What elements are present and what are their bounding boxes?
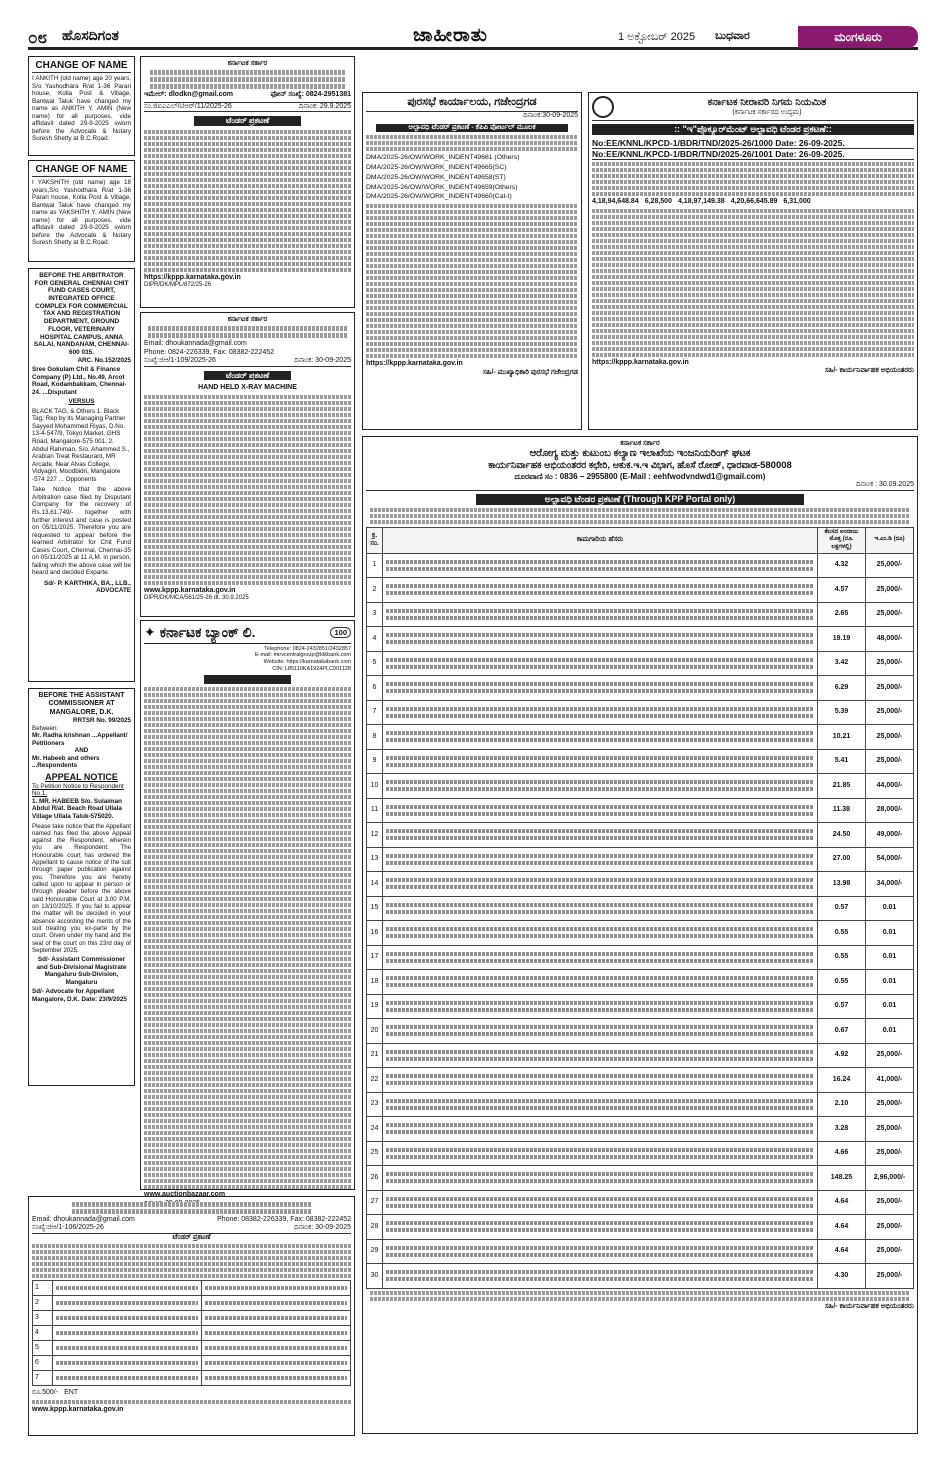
row-work-description — [383, 921, 818, 946]
row-emd: 0.01 — [866, 945, 914, 970]
knnl-tender-notice — [588, 92, 918, 430]
issue-day: ಬುಧವಾರ — [715, 30, 750, 42]
schedule-table — [32, 1280, 351, 1386]
row-estimate: 5.41 — [818, 749, 866, 774]
gov-title: ಕರ್ನಾಟಕ ಸರ್ಕಾರ — [227, 316, 268, 323]
row-serial: 13 — [367, 847, 383, 872]
row-estimate: 3.28 — [818, 1117, 866, 1142]
row-emd: 25,000/- — [866, 1043, 914, 1068]
tender-item: HAND HELD X-RAY MACHINE — [198, 384, 297, 392]
row-serial: 9 — [367, 749, 383, 774]
section-title: ಜಾಹೀರಾತು — [413, 25, 488, 46]
case-number: ARC. No.152/2025 — [77, 356, 131, 364]
row-estimate: 4.92 — [818, 1043, 866, 1068]
row-estimate: 19.19 — [818, 627, 866, 652]
portal-link[interactable]: www.kppp.karnataka.gov.in — [144, 586, 236, 594]
notice-heading: :: "ಇ"ಪ್ರೊಕ್ಯೂರ್‌ಮೆಂಟ್ ಅಲ್ಪಾವಧಿ ಟೆಂಡರ ಪ್ರಕಟಣೆ:: — [592, 124, 914, 135]
gov-title: ಕರ್ನಾಟಕ ಸರ್ಕಾರ — [620, 440, 660, 447]
dipr-code: DIPR/DK/MCA/561/25-26 dt. 30.9.2025 — [144, 594, 249, 601]
row-estimate: 4.32 — [818, 553, 866, 578]
row-work-description — [383, 1092, 818, 1117]
row-emd: 0.01 — [866, 994, 914, 1019]
appellant: Mr. Radha krishnan ...Appellant/ Petitioners — [32, 732, 128, 747]
tender-row — [367, 627, 914, 652]
tender-row — [367, 1068, 914, 1093]
tender-row — [367, 1239, 914, 1264]
row-serial: 8 — [367, 725, 383, 750]
signature: ಸಹಿ/- ಮುಖ್ಯಾಧಿಕಾರಿ ಪುರಸಭೆ ಗಜೇಂದ್ರಗಡ — [482, 368, 578, 376]
tender-row — [367, 921, 914, 946]
row-serial: 1 — [367, 553, 383, 578]
email: Email: dhoukannada@gmail.com — [144, 340, 247, 348]
schedule-row-number: 7 — [33, 1371, 53, 1386]
row-emd: 25,000/- — [866, 1141, 914, 1166]
health-tender-notice — [140, 312, 355, 617]
row-work-description — [383, 994, 818, 1019]
row-emd: 48,000/- — [866, 627, 914, 652]
row-serial: 4 — [367, 627, 383, 652]
row-work-description — [383, 676, 818, 701]
schedule-row-number: 1 — [33, 1281, 53, 1296]
portal-link[interactable]: https://kppp.karnataka.gov.in — [592, 358, 689, 366]
amount: 4,18,97,149.38 — [677, 198, 725, 206]
tender-item: ENT — [64, 1389, 79, 1397]
tender-row — [367, 1019, 914, 1044]
row-work-description — [383, 651, 818, 676]
row-work-description — [383, 945, 818, 970]
knnl-logo-icon — [592, 96, 614, 118]
tender-row — [367, 578, 914, 603]
date: ದಿನಾಂಕ: 30-09-2025 — [294, 357, 351, 365]
row-estimate: 5.39 — [818, 700, 866, 725]
municipal-tender-notice — [362, 92, 582, 430]
zp-tender-notice — [140, 56, 355, 308]
row-serial: 17 — [367, 945, 383, 970]
signature: Sd/- P. KARTHIKA, BA., LLB., ADVOCATE — [44, 579, 131, 595]
tender-row — [367, 1264, 914, 1289]
row-work-description — [383, 1141, 818, 1166]
row-estimate: 10.21 — [818, 725, 866, 750]
row-emd: 25,000/- — [866, 553, 914, 578]
row-work-description — [383, 1068, 818, 1093]
signature-advocate: Sd/- Advocate for Appellant Mangalore, D.K. Date: 23/9/2025 — [32, 988, 127, 1003]
amount: 4,20,66,645.89 — [730, 198, 778, 206]
notice-number-2: No:EE/KNNL/KPCD-1/BDR/TND/2025-26/1001 Date: 26-09-2025. — [592, 149, 914, 160]
reference: ಸಂಖ್ಯೆ:ಜಿಆ/1-109/2025-26 — [144, 357, 216, 365]
change-of-name-1 — [28, 56, 135, 156]
org-title: ಕರ್ನಾಟಕ ನೀರಾವರಿ ನಿಗಮ ನಿಯಮಿತ — [707, 96, 827, 108]
phone: Phone: 0824-226339, Fax: 08382-222452 — [144, 348, 274, 356]
dept-title: ಆರೋಗ್ಯ ಮತ್ತು ಕುಟುಂಬ ಕಲ್ಯಾಣ ಇಲಾಖೆಯ ಇಂಜನಿಯರಿಂಗ್ ಘಟಕ — [529, 448, 751, 460]
schedule-row-number: 4 — [33, 1326, 53, 1341]
row-estimate: 4.64 — [818, 1215, 866, 1240]
row-estimate: 0.57 — [818, 994, 866, 1019]
bank-logo-icon: ✦ — [144, 624, 156, 640]
schedule-row-number: 2 — [33, 1296, 53, 1311]
row-estimate: 16.24 — [818, 1068, 866, 1093]
tender-row — [367, 994, 914, 1019]
recipient-line: To Petition Notice to Respondent No.1. — [32, 782, 124, 798]
work-ref: DMA/2025-26/OW/WORK_INDENT49658(ST) — [366, 173, 506, 181]
row-work-description — [383, 578, 818, 603]
row-work-description — [383, 847, 818, 872]
row-work-description — [383, 1019, 818, 1044]
tender-row — [367, 725, 914, 750]
tender-row — [367, 1166, 914, 1191]
row-work-description — [383, 1166, 818, 1191]
row-serial: 12 — [367, 823, 383, 848]
row-emd: 25,000/- — [866, 749, 914, 774]
row-work-description — [383, 725, 818, 750]
col-estimate: ಕೆಲಸದ ಅಂದಾಜು ಮೊತ್ತ (ರೂ. ಲಕ್ಷಗಳಲ್ಲಿ) — [818, 527, 866, 553]
notice-heading-bar — [204, 675, 291, 684]
signature-commissioner: Sd/- Assistant Commissioner and Sub-Divisional Magistrate Mangaluru Sub-Division, Mangaluru — [36, 956, 127, 986]
health-engineering-tender — [362, 436, 918, 1434]
page-header — [28, 25, 918, 50]
bank-email: E-mail: mirvcentralgroup@ktkbank.com — [254, 652, 351, 659]
tender-row — [367, 945, 914, 970]
row-emd: 0.01 — [866, 970, 914, 995]
row-emd: 0.01 — [866, 921, 914, 946]
notice-title: BEFORE THE ASSISTANT COMMISSIONER AT MANGALORE, D.K. — [38, 692, 125, 716]
row-work-description — [383, 1043, 818, 1068]
row-estimate: 3.42 — [818, 651, 866, 676]
row-serial: 2 — [367, 578, 383, 603]
row-emd: 2,96,000/- — [866, 1166, 914, 1191]
row-work-description — [383, 774, 818, 799]
tender-row — [367, 749, 914, 774]
page-number: ೦೮ — [28, 28, 48, 47]
col-work-name: ಕಾಮಗಾರಿಯ ಹೆಸರು — [383, 527, 818, 553]
reference: ಸಂಖ್ಯೆ:ಜಿಆ/1-106/2025-26 — [32, 1224, 104, 1232]
row-estimate: 24.50 — [818, 823, 866, 848]
tender-row — [367, 651, 914, 676]
amount: 6,28,500 — [644, 198, 672, 206]
phone: ಫೋನ್ ಸಂಖ್ಯೆ: 0824-2951381 — [270, 91, 351, 99]
date: ದಿನಾಂಕ: 29.9.2025 — [298, 102, 351, 110]
row-estimate: 4.57 — [818, 578, 866, 603]
appeal-notice — [28, 688, 135, 1086]
opponents: BLACK TAG, & Others 1. Black Tag, Rep by its Managing Partner Sayyed Mohammed Riyas, D.No. 13-4-547/9, Tokyo Market, GHS Road, Mangalore-575 001. 2. Abdul Rahiman, S/o. Ahammed S., Arabian Treat Restaurant, MR Arcade, Near Alvas College, Vidyagiri, Moodbidri, Mangalore -574 227 ... Opponents — [32, 407, 130, 483]
row-estimate: 4.64 — [818, 1239, 866, 1264]
tender-row — [367, 823, 914, 848]
reference: ಸಂ.ಜಿಐಎಎಲ್/ಟಿಆರ್/11/2025-26 — [144, 102, 232, 110]
dipr-code: DIPR/DK/MPL/872/25-26 — [144, 282, 212, 289]
versus: VERSUS — [68, 398, 95, 406]
row-serial: 22 — [367, 1068, 383, 1093]
row-work-description — [383, 553, 818, 578]
row-estimate: 0.57 — [818, 896, 866, 921]
row-serial: 26 — [367, 1166, 383, 1191]
tender-row — [367, 1043, 914, 1068]
tender-row — [367, 1092, 914, 1117]
row-emd: 44,000/- — [866, 774, 914, 799]
row-work-description — [383, 798, 818, 823]
row-estimate: 148.25 — [818, 1166, 866, 1191]
health-tender-notice-2 — [28, 1196, 355, 1436]
portal-link[interactable]: www.kppp.karnataka.gov.in — [32, 1405, 124, 1413]
row-estimate: 2.10 — [818, 1092, 866, 1117]
row-emd: 25,000/- — [866, 1264, 914, 1289]
notice-title: CHANGE OF NAME — [32, 164, 131, 177]
row-estimate: 6.29 — [818, 676, 866, 701]
tender-row — [367, 1190, 914, 1215]
row-emd: 0.01 — [866, 896, 914, 921]
row-emd: 25,000/- — [866, 700, 914, 725]
row-work-description — [383, 1117, 818, 1142]
tender-row — [367, 847, 914, 872]
phone: Phone: 08382-226339, Fax: 08382-222452 — [217, 1216, 351, 1223]
row-emd: 25,000/- — [866, 651, 914, 676]
notice-title: CHANGE OF NAME — [32, 60, 131, 73]
portal-link[interactable]: https://kppp.karnataka.gov.in — [144, 273, 241, 281]
row-serial: 27 — [367, 1190, 383, 1215]
row-work-description — [383, 970, 818, 995]
row-work-description — [383, 1190, 818, 1215]
row-estimate: 0.55 — [818, 945, 866, 970]
row-serial: 15 — [367, 896, 383, 921]
change-of-name-2 — [28, 160, 135, 262]
notice-title: BEFORE THE ARBITRATOR FOR GENERAL CHENNAI CHIT FUND CASES COURT, INTEGRATED OFFICE COMPLEX FOR COMMERCIAL TAX AND REGISTRATION DEPARTMENT, GROUND FLOOR, VETERINARY HOSPITAL CAMPUS, ANNA SALAI, NANDANAM, CHENNAI-600 035. — [33, 272, 130, 356]
row-emd: 34,000/- — [866, 872, 914, 897]
row-estimate: 21.85 — [818, 774, 866, 799]
row-emd: 41,000/- — [866, 1068, 914, 1093]
row-emd: 25,000/- — [866, 1239, 914, 1264]
notice-body: Please take notice that the Appellant named has filed the above Appeal against the Respondent, wherein you are Respondent. The Honourable court has ordered the Appellant to cause notice of the suit through paper publication against you. Therefore you are hereby called upon to appear in person or through pleader before the above said Honourable Court at 3.00 P.M. on 13/10/2025. If you fail to appear the matter will be decided in your absence according the merits of the suit treating you ex-parte by the court. Given under my hand and the seal of the court on this 23rd day of September 2025. — [32, 822, 131, 954]
amount: 4,18,94,648.84 — [592, 198, 639, 206]
col-emd: ಇ.ಎಂ.ಡಿ (ರೂ) — [866, 527, 914, 553]
notice-heading: ಅಲ್ಪಾವಧಿ ಟೆಂಡರ ಪ್ರಕಟಣೆ (Through KPP Portal only) — [476, 494, 804, 505]
row-work-description — [383, 823, 818, 848]
row-work-description — [383, 700, 818, 725]
row-estimate: 4.66 — [818, 1141, 866, 1166]
gov-title: ಕರ್ನಾಟಕ ಸರ್ಕಾರ — [227, 60, 268, 67]
bank-website: Website: https://karnatakabank.com — [263, 658, 351, 665]
row-serial: 25 — [367, 1141, 383, 1166]
row-serial: 19 — [367, 994, 383, 1019]
row-emd: 25,000/- — [866, 578, 914, 603]
row-emd: 28,000/- — [866, 798, 914, 823]
bank-phone: Telephone: 0824-2432851/2432857 — [264, 645, 351, 652]
schedule-row-number: 3 — [33, 1311, 53, 1326]
signature: ಸಹಿ/- ಕಾರ್ಯನಿರ್ವಾಹಕ ಅಭಿಯಂತರರು — [824, 1302, 914, 1310]
bank-cin: CIN: L85110KA1924PLC001128 — [272, 665, 351, 672]
row-work-description — [383, 749, 818, 774]
row-serial: 6 — [367, 676, 383, 701]
row-work-description — [383, 896, 818, 921]
row-emd: 49,000/- — [866, 823, 914, 848]
case-number: RRTSR No. 99/2025 — [72, 717, 131, 725]
notice-number-1: No:EE/KNNL/KPCD-1/BDR/TND/2025-26/1000 Date: 26-09-2025. — [592, 138, 914, 149]
email: Email: dhoukannada@gmail.com — [32, 1216, 135, 1223]
disputant: Sree Gokulam Chit & Finance Company (P) Ltd., No.49, Arcot Road, Kodambakkam, Chennai-24. ...Disputant — [32, 366, 127, 396]
row-serial: 30 — [367, 1264, 383, 1289]
row-serial: 21 — [367, 1043, 383, 1068]
edition-city: ಮಂಗಳೂರು — [798, 26, 918, 48]
row-estimate: 4.64 — [818, 1190, 866, 1215]
tender-row — [367, 896, 914, 921]
tender-row — [367, 553, 914, 578]
row-serial: 14 — [367, 872, 383, 897]
row-emd: 25,000/- — [866, 602, 914, 627]
tender-fee: ರೂ.500/- — [32, 1389, 59, 1397]
amount: 6,31,000 — [783, 198, 811, 206]
notice-heading: ಟೆಂಡರ್ ಪ್ರಕಟಣೆ — [172, 1233, 211, 1241]
row-estimate: 2.65 — [818, 602, 866, 627]
tender-row — [367, 798, 914, 823]
row-serial: 20 — [367, 1019, 383, 1044]
row-serial: 3 — [367, 602, 383, 627]
row-serial: 7 — [367, 700, 383, 725]
row-estimate: 4.30 — [818, 1264, 866, 1289]
date: ದಿನಾಂಕ:30-09-2025 — [523, 112, 578, 120]
issue-date: 1 ಅಕ್ಟೋಬರ್ 2025 — [618, 31, 696, 43]
row-estimate: 0.67 — [818, 1019, 866, 1044]
row-estimate: 11.38 — [818, 798, 866, 823]
bank-name: ಕರ್ನಾಟಕ ಬ್ಯಾಂಕ್ ಲಿ. — [159, 624, 256, 640]
col-serial: ಕ್ರ. ಸಂ. — [367, 527, 383, 553]
row-emd: 0.01 — [866, 1019, 914, 1044]
row-estimate: 27.00 — [818, 847, 866, 872]
work-ref: DMA/2025-26/OW/WORK_INDENT49659(Others) — [366, 183, 518, 191]
tender-table — [366, 527, 914, 1289]
notice-heading: ಟೆಂಡರ್ ಪ್ರಕಟಣೆ — [204, 371, 291, 381]
tender-row — [367, 774, 914, 799]
row-emd: 25,000/- — [866, 1190, 914, 1215]
centenary-badge: 100 — [330, 627, 351, 638]
row-serial: 10 — [367, 774, 383, 799]
row-estimate: 0.55 — [818, 970, 866, 995]
notice-heading: ಟೆಂಡರ್ ಪ್ರಕಟಣೆ — [194, 116, 301, 126]
tender-row — [367, 1215, 914, 1240]
date: ದಿನಾಂಕ : 30.09.2025 — [366, 481, 914, 490]
work-ref: DMA/2025-26/OW/WORK_INDENT49665(SC) — [366, 163, 507, 171]
row-emd: 25,000/- — [866, 725, 914, 750]
row-work-description — [383, 872, 818, 897]
portal-link[interactable]: https://kppp.karnataka.gov.in — [366, 360, 463, 368]
row-serial: 28 — [367, 1215, 383, 1240]
row-serial: 18 — [367, 970, 383, 995]
row-emd: 25,000/- — [866, 1215, 914, 1240]
tender-row — [367, 970, 914, 995]
karnataka-bank-notice — [140, 620, 355, 1199]
schedule-row-number: 5 — [33, 1341, 53, 1356]
appeal-title: APPEAL NOTICE — [45, 772, 118, 782]
row-emd: 54,000/- — [866, 847, 914, 872]
row-work-description — [383, 627, 818, 652]
tender-row — [367, 676, 914, 701]
between: Between: — [32, 724, 59, 732]
work-ref: DMA/2025-26/OW/WORK_INDENT49660(Cat-I) — [366, 193, 512, 201]
row-estimate: 13.98 — [818, 872, 866, 897]
row-serial: 16 — [367, 921, 383, 946]
row-work-description — [383, 1215, 818, 1240]
row-work-description — [383, 1239, 818, 1264]
row-serial: 5 — [367, 651, 383, 676]
notice-body: I YAKSHITH (old name) age 18 years,S/o Yashodhara R/at 1-36 Parari house, Kolla Post & Village, Bantwal Taluk have changed my name as YAKSHITH Y. AMIN (New name) for all purposes. vide affidavit dated 29-9-2025 sworn before the Advocate & Notary Suresh Shetty at B.C.Road. — [32, 179, 131, 247]
row-serial: 29 — [367, 1239, 383, 1264]
row-serial: 24 — [367, 1117, 383, 1142]
respondents: Mr. Habeeb and others ...Respondents — [32, 754, 100, 770]
row-estimate: 0.55 — [818, 921, 866, 946]
row-emd: 25,000/- — [866, 676, 914, 701]
row-work-description — [383, 602, 818, 627]
respondent-address: 1. MR. HABEEB S/o. Sulaiman Abdul R/at. Beach Road Ullala Village Ullala Taluk-575020. — [32, 797, 122, 820]
notice-heading: ಅಲ್ಪಾವಧಿ ಟೆಂಡರ್ ಪ್ರಕಟಣೆ - ಕೆಪಿಪಿ ಪೋರ್ಟಲ್ ಮೂಲಕ — [376, 124, 568, 132]
tender-row — [367, 602, 914, 627]
notice-body: Take Notice that the above Arbitration case filed by Disputant Company for the recovery of Rs.13,61,749/- together with further interest and case is posted on 05/11/2025. Therefore you are requested to appear before the learned Arbitrator for Chit Fund Cases Court, Chennai, Chennai-35 on 05/11/2025 at 11 A.M. in person, failing which the above case will be heard and decided Exparte. — [32, 486, 131, 577]
tender-row — [367, 1117, 914, 1142]
office-title: ಕಾರ್ಯನಿರ್ವಾಹಕ ಅಭಿಯಂತರರ ಕಛೇರಿ, ಆಕುಕ.ಇ.ಇ ವಿಭಾಗ, ಹೊಸೆ ರೋಡ್, ಧಾರವಾಡ-580008 — [488, 460, 792, 472]
row-serial: 23 — [367, 1092, 383, 1117]
tender-row — [367, 1141, 914, 1166]
row-serial: 11 — [367, 798, 383, 823]
schedule-row-number: 6 — [33, 1356, 53, 1371]
tender-row — [367, 872, 914, 897]
contact-line: ದೂರವಾಣಿ ಸಂ : 0836 – 2955800 (E-Mail : eehfwodvndwd1@gmail.com) — [514, 471, 766, 481]
work-ref: DMA/2025-26/OW/WORK_INDENT49661 (Others) — [366, 153, 520, 161]
signature: ಸಹಿ/- ಕಾರ್ಯನಿರ್ವಾಹಕ ಅಭಿಯಂತರರು — [824, 366, 914, 374]
arbitrator-notice — [28, 268, 135, 682]
row-work-description — [383, 1264, 818, 1289]
email: ಇಮೇಲ್: dlodkn@gmail.com — [144, 91, 233, 99]
date: ದಿನಾಂಕ: 30-09-2025 — [294, 1224, 351, 1232]
tender-row — [367, 700, 914, 725]
and: AND — [74, 747, 89, 755]
notice-body: I ANKITH (old name) age 20 years, S/o Yashodhara R/at 1-36 Parari house, Kolla Post & Village, Bantwal Taluk have changed my name as ANKITH Y. AMIN (New name) for all purposes. vide affidavit dated 29-9-2025 sworn before the Advocate & Notary Suresh Shetty at B.C.Road. — [32, 75, 131, 143]
office-title: ಪುರಸಭೆ ಕಾರ್ಯಾಲಯ, ಗಜೇಂದ್ರಗಡ — [366, 96, 578, 112]
brand-logo: ಹೊಸದಿಗಂತ — [62, 29, 119, 44]
auction-site[interactable]: www.auctionbazaar.com — [144, 1191, 226, 1199]
row-emd: 25,000/- — [866, 1092, 914, 1117]
row-emd: 25,000/- — [866, 1117, 914, 1142]
org-subtitle: (ಕರ್ನಾಟಕ ಸರ್ಕಾರದ ಉದ್ಯಮ) — [732, 108, 802, 116]
